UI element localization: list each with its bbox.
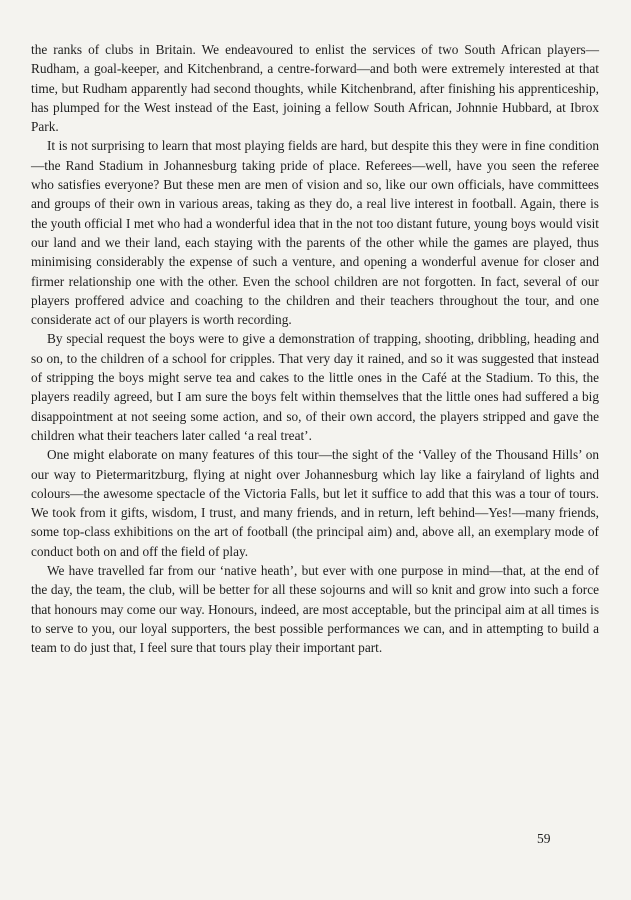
paragraph-1: the ranks of clubs in Britain. We endeavoured to enlist the services of two South African players—Rudham, a goal-keeper, and Kitchenbrand, a centre-forward—and both were extremely interested at that time, but Rudham apparently had second thoughts, while Kitchenbrand, after finishing his apprenticeship, has plumped for the West instead of the East, joining a fellow South African, Johnnie Hubbard, at Ibrox Park.: [31, 42, 599, 135]
paragraph-3: By special request the boys were to give a demonstration of trapping, shooting, dribbling, heading and so on, to the children of a school for cripples. That very day it rained, and so it was suggested that instead of stripping the boys might serve tea and cakes to the little ones in the Café at the Stadium. To this, the players readily agreed, but I am sure the boys felt within themselves that the little ones had suffered a big disappointment at not seeing some action, and so, of their own accord, the players stripped and gave the children what their teachers later called ‘a real treat’.: [31, 331, 599, 443]
paragraph-5: We have travelled far from our ‘native heath’, but ever with one purpose in mind—that, at the end of the day, the team, the club, will be better for all these sojourns and will so knit and grow into such a force that honours may come our way. Honours, indeed, are most acceptable, but the principal aim at all times is to serve to you, our loyal supporters, the best possible performances we can, and in attempting to build a team to do just that, I feel sure that tours play their important part.: [31, 563, 599, 656]
paragraph-2: It is not surprising to learn that most playing fields are hard, but despite this they were in fine condition—the Rand Stadium in Johannesburg taking pride of place. Referees—well, have you seen the referee who satisfies everyone? But these men are men of vision and so, like our own officials, have committees and groups of their own in various areas, taking as they do, a real live interest in football. Again, there is the youth official I met who had a wonderful idea that in the not too distant future, young boys would visit our land and we their land, each staying with the parents of the other while the games are played, thus minimising considerably the expense of such a venture, and opening a wonderful avenue for closer and firmer relationship one with the other. Even the school children are not forgotten. In fact, several of our players proffered advice and coaching to the children and their teachers throughout the tour, and one considerate act of our players is worth recording.: [31, 138, 599, 328]
body-text: [31, 40, 599, 658]
page-number: 59: [537, 831, 551, 846]
paragraph-4: One might elaborate on many features of this tour—the sight of the ‘Valley of the Thousand Hills’ on our way to Pietermaritzburg, flying at night over Johannesburg which lay like a fairyland of lights and colours—the awesome spectacle of the Victoria Falls, but let it suffice to add that this was a tour of tours. We took from it gifts, wisdom, I trust, and many friends, and in return, left behind—Yes!—many friends, some top-class exhibitions on the art of football (the principal aim) and, above all, an exemplary mode of conduct both on and off the field of play.: [31, 447, 599, 559]
